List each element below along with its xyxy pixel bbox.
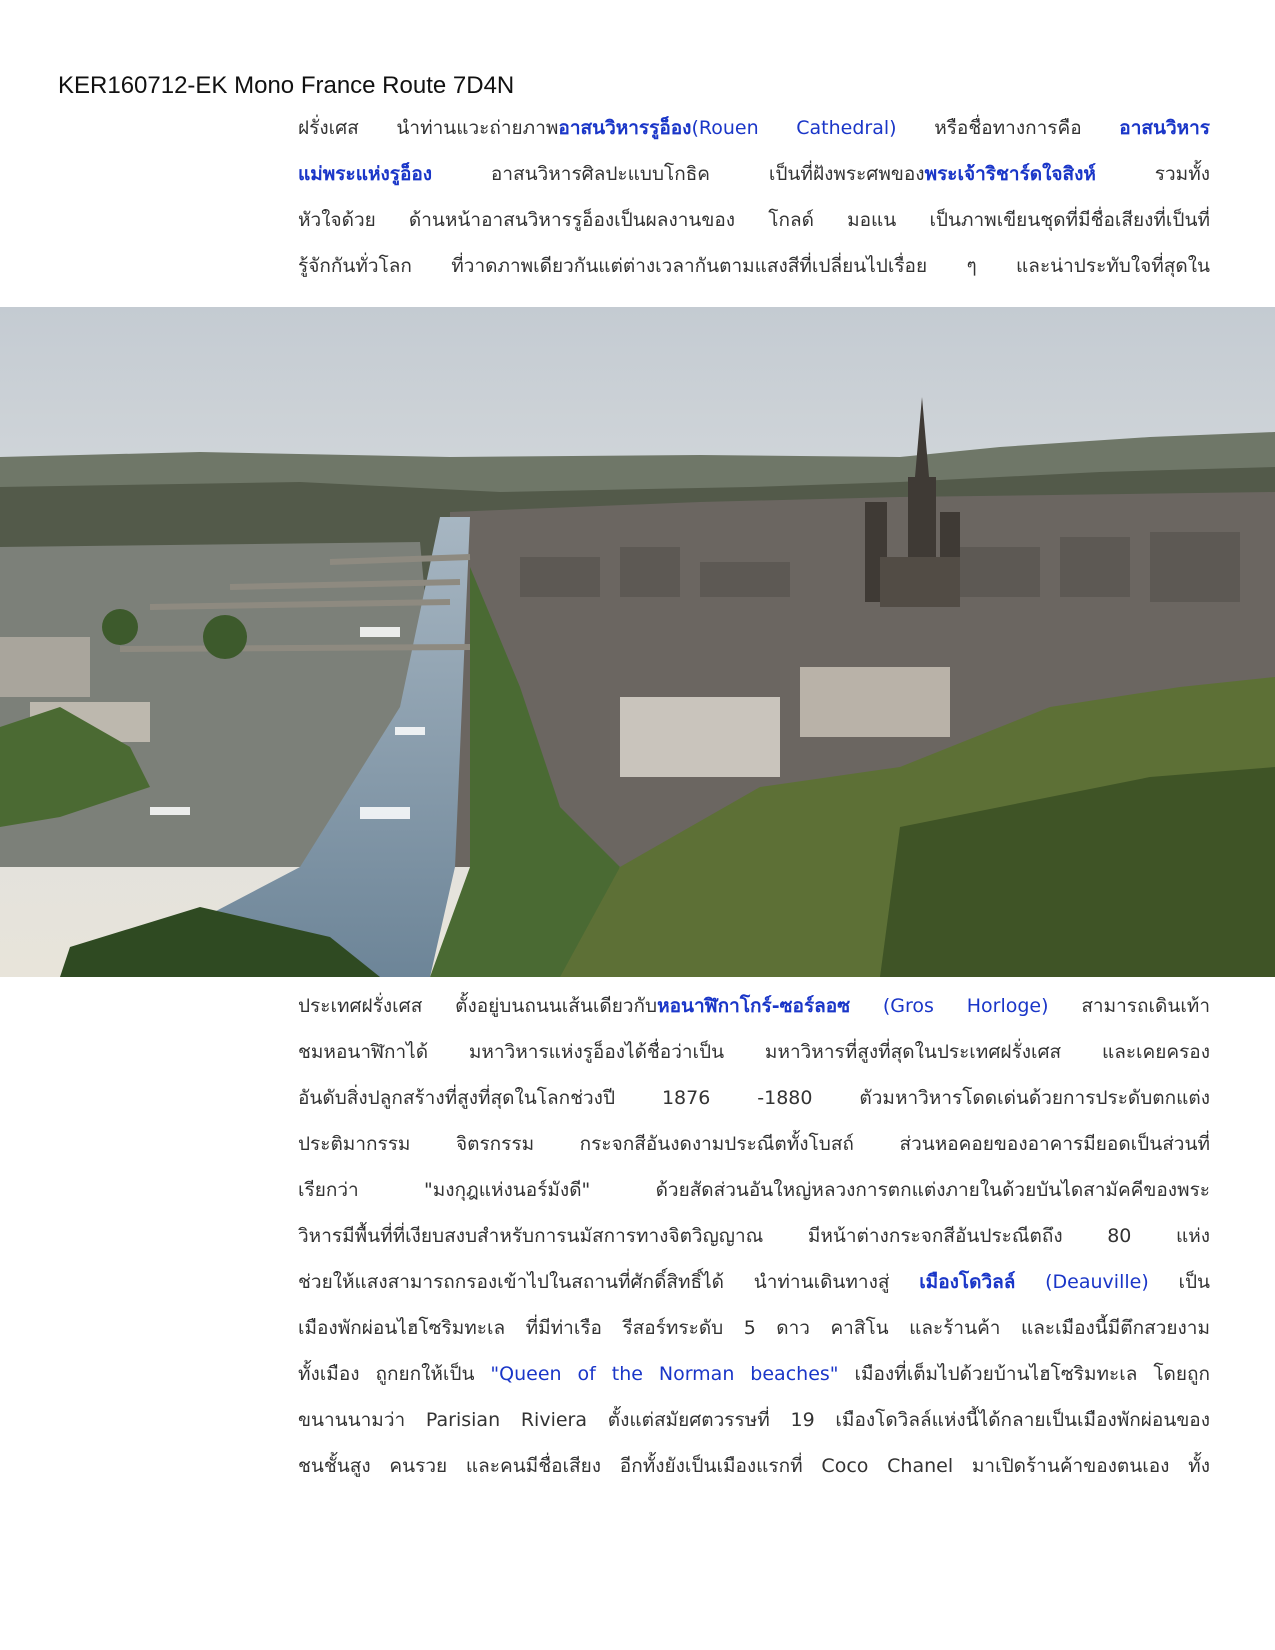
text-line: อันดับสิ่งปลูกสร้างที่สูงที่สุดในโลกช่วงปี 1876 -1880 ตัวมหาวิหารโดดเด่นด้วยการประดับตกแต่ง [298, 1087, 1210, 1109]
text-line: ขนานนามว่า Parisian Riviera ตั้งแต่สมัยศตวรรษที่ 19 เมืองโดวิลล์แห่งนี้ได้กลายเป็นเมืองพักผ่อนของ [298, 1409, 1210, 1431]
link-richard-lionheart[interactable]: พระเจ้าริชาร์ดใจสิงห์ [924, 163, 1096, 185]
panorama-illustration [0, 307, 1275, 977]
link-cathedral-official-name-2[interactable]: แม่พระแห่งรูอ็อง [298, 163, 433, 185]
link-cathedral-official-name[interactable]: อาสนวิหาร [1119, 117, 1210, 139]
paragraph-gros-horloge-deauville [298, 983, 1210, 1489]
text-line: วิหารมีพื้นที่ที่เงียบสงบสำหรับการนมัสการทางจิตวิญญาณ มีหน้าต่างกระจกสีอันประณีตถึง 80 แห่ง [298, 1225, 1210, 1247]
link-deauville[interactable]: เมืองโดวิลล์ [919, 1271, 1016, 1293]
text-run: อาสนวิหารศิลปะแบบโกธิค เป็นที่ฝังพระศพของ [432, 163, 925, 185]
link-gros-horloge[interactable]: หอนาฬิกาโกร์-ซอร์ลอซ [657, 995, 851, 1017]
link-gros-horloge-en[interactable]: (Gros Horloge) [850, 995, 1049, 1017]
text-line [298, 1351, 1210, 1397]
text-run: รวมทั้ง [1095, 163, 1210, 185]
text-line: ชนชั้นสูง คนรวย และคนมีชื่อเสียง อีกทั้งยังเป็นเมืองแรกที่ Coco Chanel มาเปิดร้านค้าของตนเอง ทั้ง [298, 1455, 1210, 1477]
text-line [298, 151, 1210, 197]
text-run: เมืองที่เต็มไปด้วยบ้านไฮโซริมทะเล โดยถูก [838, 1363, 1210, 1385]
text-line: เรียกว่า "มงกุฎแห่งนอร์มังดี" ด้วยสัดส่วนอันใหญ่หลวงการตกแต่งภายในด้วยบันไดสามัคคีของพระ [298, 1179, 1210, 1201]
document-code-header: KER160712-EK Mono France Route 7D4N [58, 72, 515, 99]
text-line: ประติมากรรม จิตรกรรม กระจกสีอันงดงามประณีตทั้งโบสถ์ ส่วนหอคอยของอาคารมียอดเป็นส่วนที่ [298, 1133, 1210, 1155]
link-rouen-cathedral-en[interactable]: (Rouen Cathedral) [691, 117, 897, 139]
text-run: ทั้งเมือง ถูกยกให้เป็น [298, 1363, 491, 1385]
text-line: หัวใจด้วย ด้านหน้าอาสนวิหารรูอ็องเป็นผลงานของ โกลด์ มอแน เป็นภาพเขียนชุดที่มีชื่อเสียงที่เป็นที่ [298, 209, 1210, 231]
text-run: ฝรั่งเศส นำท่านแวะถ่ายภาพ [298, 117, 559, 139]
text-line [298, 105, 1210, 151]
link-deauville-en[interactable]: (Deauville) [1015, 1271, 1149, 1293]
text-run: สามารถเดินเท้า [1048, 995, 1210, 1017]
text-run: เป็น [1148, 1271, 1210, 1293]
paragraph-rouen-cathedral [298, 105, 1210, 289]
text-line: รู้จักกันทั่วโลก ที่วาดภาพเดียวกันแต่ต่างเวลากันตามแสงสีที่เปลี่ยนไปเรื่อย ๆ และน่าประทับใจที่สุดใน [298, 255, 1210, 277]
text-run: หรือชื่อทางการคือ [896, 117, 1120, 139]
text-line [298, 1259, 1210, 1305]
link-queen-of-norman-beaches[interactable]: "Queen of the Norman beaches" [490, 1363, 839, 1385]
rouen-city-panorama-photo [0, 307, 1275, 977]
text-line: เมืองพักผ่อนไฮโซริมทะเล ที่มีท่าเรือ รีสอร์ทระดับ 5 ดาว คาสิโน และร้านค้า และเมืองนี้มีตึกสวยงาม [298, 1317, 1210, 1339]
text-line: ชมหอนาฬิกาได้ มหาวิหารแห่งรูอ็องได้ชื่อว่าเป็น มหาวิหารที่สูงที่สุดในประเทศฝรั่งเศส และเคยครอง [298, 1041, 1210, 1063]
link-rouen-cathedral[interactable]: อาสนวิหารรูอ็อง [558, 117, 692, 139]
text-run: ประเทศฝรั่งเศส ตั้งอยู่บนถนนเส้นเดียวกับ [298, 995, 658, 1017]
text-run: ช่วยให้แสงสามารถกรองเข้าไปในสถานที่ศักดิ์สิทธิ์ได้ นำท่านเดินทางสู่ [298, 1271, 920, 1293]
text-line [298, 983, 1210, 1029]
